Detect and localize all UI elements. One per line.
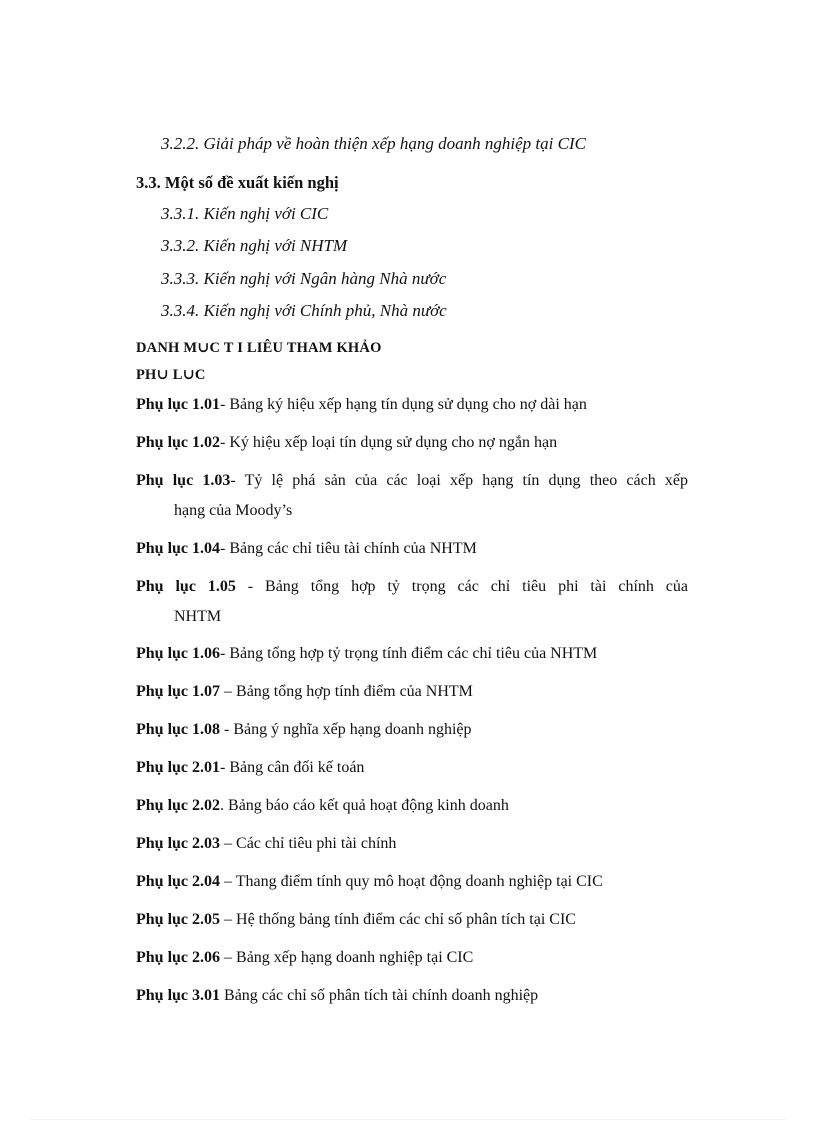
appendix-item-1-02: Phụ lục 1.02- Ký hiệu xếp loại tín dụng sử dụng cho nợ ngắn hạn [136,434,558,451]
appendix-item-1-03: Phụ lục 1.03- Tỷ lệ phá sản của các loại xếp hạng tín dụng theo cách xếp hạng của Moody’s [136,466,688,526]
appendix-item-2-05: Phụ lục 2.05 – Hệ thống bảng tính điểm các chỉ số phân tích tại CIC [136,911,576,928]
appendix-item-1-05-continuation: NHTM [174,608,222,625]
appendix-item-2-02: Phụ lục 2.02. Bảng báo cáo kết quả hoạt động kinh doanh [136,797,509,814]
toc-item-3-3-4: 3.3.4. Kiến nghị với Chính phủ, Nhà nước [161,301,447,320]
appendix-item-1-04: Phụ lục 1.04- Bảng các chỉ tiêu tài chính của NHTM [136,540,477,557]
appendix-heading: PH∪ L∪C [136,367,206,383]
appendix-item-1-01: Phụ lục 1.01- Bảng ký hiệu xếp hạng tín dụng sử dụng cho nợ dài hạn [136,396,587,413]
appendix-item-1-06: Phụ lục 1.06- Bảng tổng hợp tỷ trọng tính điểm các chỉ tiêu của NHTM [136,645,598,662]
references-heading: DANH M∪C T I LIÊU THAM KHẢO [136,340,382,356]
toc-item-3-3-3: 3.3.3. Kiến nghị với Ngân hàng Nhà nước [161,269,447,288]
toc-item-3-2-2: 3.2.2. Giải pháp về hoàn thiện xếp hạng doanh nghiệp tại CIC [161,134,586,153]
toc-item-3-3-1: 3.3.1. Kiến nghị với CIC [161,204,329,223]
page-bottom-rule [30,1119,786,1120]
appendix-item-2-03: Phụ lục 2.03 – Các chỉ tiêu phi tài chính [136,835,397,852]
appendix-item-2-06: Phụ lục 2.06 – Bảng xếp hạng doanh nghiệp tại CIC [136,949,474,966]
appendix-item-2-04: Phụ lục 2.04 – Thang điểm tính quy mô hoạt động doanh nghiệp tại CIC [136,873,603,890]
appendix-item-1-08: Phụ lục 1.08 - Bảng ý nghĩa xếp hạng doanh nghiệp [136,721,472,738]
appendix-item-1-03-continuation: hạng của Moody’s [174,502,293,519]
appendix-item-1-05: Phụ lục 1.05 - Bảng tổng hợp tỷ trọng các chỉ tiêu phi tài chính của NHTM [136,572,688,632]
toc-item-3-3-2: 3.3.2. Kiến nghị với NHTM [161,236,348,255]
toc-section-3-3: 3.3. Một số đề xuất kiến nghị [136,173,339,192]
appendix-item-1-07: Phụ lục 1.07 – Bảng tổng hợp tính điểm của NHTM [136,683,473,700]
appendix-item-3-01: Phụ lục 3.01 Bảng các chỉ số phân tích tài chính doanh nghiệp [136,987,539,1004]
appendix-item-2-01: Phụ lục 2.01- Bảng cân đối kế toán [136,759,365,776]
